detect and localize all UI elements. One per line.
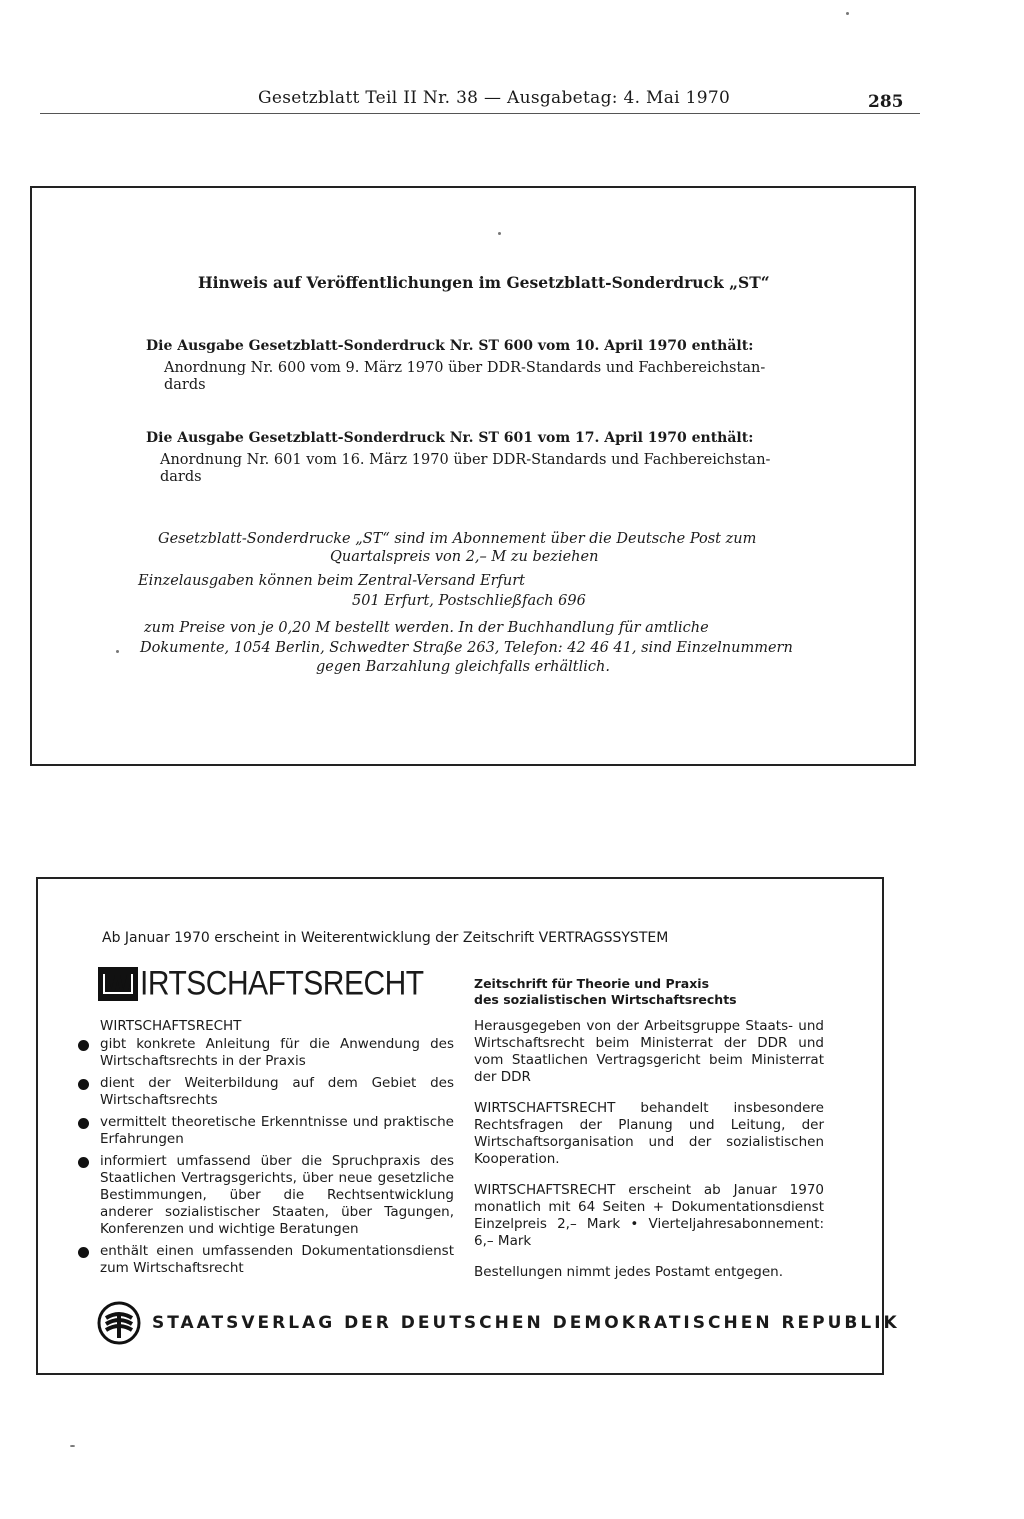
feature-list-heading: WIRTSCHAFTSRECHT [100, 1018, 242, 1034]
single-copies-line-2: 501 Erfurt, Postschließfach 696 [352, 593, 586, 609]
list-item-text: dient der Weiterbildung auf dem Gebiet des Wirtschaftsrechts [100, 1075, 454, 1108]
subtitle-line: des sozialistischen Wirtschaftsrechts [474, 992, 737, 1007]
list-item [74, 1036, 454, 1070]
scan-speck [116, 650, 119, 653]
issue-heading-st601: Die Ausgabe Gesetzblatt-Sonderdruck Nr. ST 601 vom 17. April 1970 enthält: [146, 430, 754, 446]
editor-info: Herausgegeben von der Arbeitsgruppe Staats- und Wirtschaftsrecht beim Ministerrat der DDR und vom Staatlichen Vertragsgericht beim Ministerrat der DDR [474, 1018, 824, 1085]
price-line-1: zum Preise von je 0,20 M bestellt werden. In der Buchhandlung für amtliche [144, 620, 709, 636]
wirtschaftsrecht-logo [98, 964, 424, 1003]
issue-content-line: Anordnung Nr. 600 vom 9. März 1970 über DDR-Standards und Fachbereichstan- [164, 360, 766, 376]
subscription-line-2: Quartalspreis von 2,– M zu beziehen [330, 549, 599, 565]
notice-title: Hinweis auf Veröffentlichungen im Gesetzblatt-Sonderdruck „ST“ [198, 273, 770, 292]
page-number: 285 [868, 92, 904, 112]
issue-content-line: Anordnung Nr. 601 vom 16. März 1970 über DDR-Standards und Fachbereichstan- [160, 452, 771, 468]
list-item-text: vermittelt theoretische Erkenntnisse und praktische Erfahrungen [100, 1114, 454, 1147]
price-line-2: Dokumente, 1054 Berlin, Schwedter Straße 263, Telefon: 42 46 41, sind Einzelnummern [140, 640, 793, 656]
bullet-icon [78, 1157, 89, 1168]
scan-speck [70, 1445, 75, 1447]
header-rule [40, 113, 920, 114]
list-item [74, 1243, 454, 1277]
bullet-icon [78, 1118, 89, 1129]
bullet-icon [78, 1079, 89, 1090]
logo-wordmark: IRTSCHAFTSRECHT [140, 964, 424, 1003]
bullet-icon [78, 1040, 89, 1051]
running-header: Gesetzblatt Teil II Nr. 38 — Ausgabetag: 4. Mai 1970 [258, 88, 731, 108]
list-item-text: enthält einen umfassenden Dokumentationsdienst zum Wirtschaftsrecht [100, 1243, 454, 1276]
subscription-line-1: Gesetzblatt-Sonderdrucke „ST“ sind im Abonnement über die Deutsche Post zum [158, 531, 757, 547]
pricing-info: WIRTSCHAFTSRECHT erscheint ab Januar 1970 monatlich mit 64 Seiten + Dokumentationsdienst Einzelpreis 2,– Mark • Vierteljahresabonnement: 6,– Mark [474, 1182, 824, 1249]
list-item [74, 1075, 454, 1109]
issue-content-st600 [164, 360, 824, 394]
issue-content-line: dards [164, 377, 206, 393]
w-mark-icon [98, 967, 138, 1001]
list-item [74, 1153, 454, 1238]
ad-intro: Ab Januar 1970 erscheint in Weiterentwicklung der Zeitschrift VERTRAGSSYSTEM [102, 930, 669, 946]
publisher-footer [96, 1300, 900, 1346]
single-copies-line-1: Einzelausgaben können beim Zentral-Versand Erfurt [138, 573, 525, 589]
subtitle-line: Zeitschrift für Theorie und Praxis [474, 976, 710, 991]
scan-speck [846, 12, 849, 15]
ordering-info: Bestellungen nimmt jedes Postamt entgegen. [474, 1264, 783, 1280]
journal-details-column [474, 1018, 824, 1295]
feature-list-column [74, 1018, 454, 1282]
list-item-text: gibt konkrete Anleitung für die Anwendung des Wirtschaftsrechts in der Praxis [100, 1036, 454, 1069]
list-item-text: informiert umfassend über die Spruchpraxis des Staatlichen Vertragsgerichts, über neue gesetzliche Bestimmungen, über die Rechtsentwicklung anderer sozialistischer Staaten, über Tagungen, Konferenzen und wichtige Beratungen [100, 1153, 454, 1237]
topics-info: WIRTSCHAFTSRECHT behandelt insbesondere Rechtsfragen der Planung und Leitung, der Wirtschaftsorganisation und der sozialistischen Kooperation. [474, 1100, 824, 1167]
feature-list [74, 1036, 454, 1277]
issue-content-st601 [160, 452, 820, 486]
scan-speck [498, 232, 501, 235]
journal-subtitle [474, 976, 737, 1008]
staatsverlag-logo-icon [96, 1300, 142, 1346]
bullet-icon [78, 1247, 89, 1258]
list-item [74, 1114, 454, 1148]
issue-heading-st600: Die Ausgabe Gesetzblatt-Sonderdruck Nr. ST 600 vom 10. April 1970 enthält: [146, 338, 754, 354]
publisher-name: STAATSVERLAG DER DEUTSCHEN DEMOKRATISCHEN REPUBLIK [152, 1313, 900, 1333]
logo-initial: W [102, 969, 133, 1002]
price-line-3: gegen Barzahlung gleichfalls erhältlich. [316, 659, 610, 675]
issue-content-line: dards [160, 469, 202, 485]
